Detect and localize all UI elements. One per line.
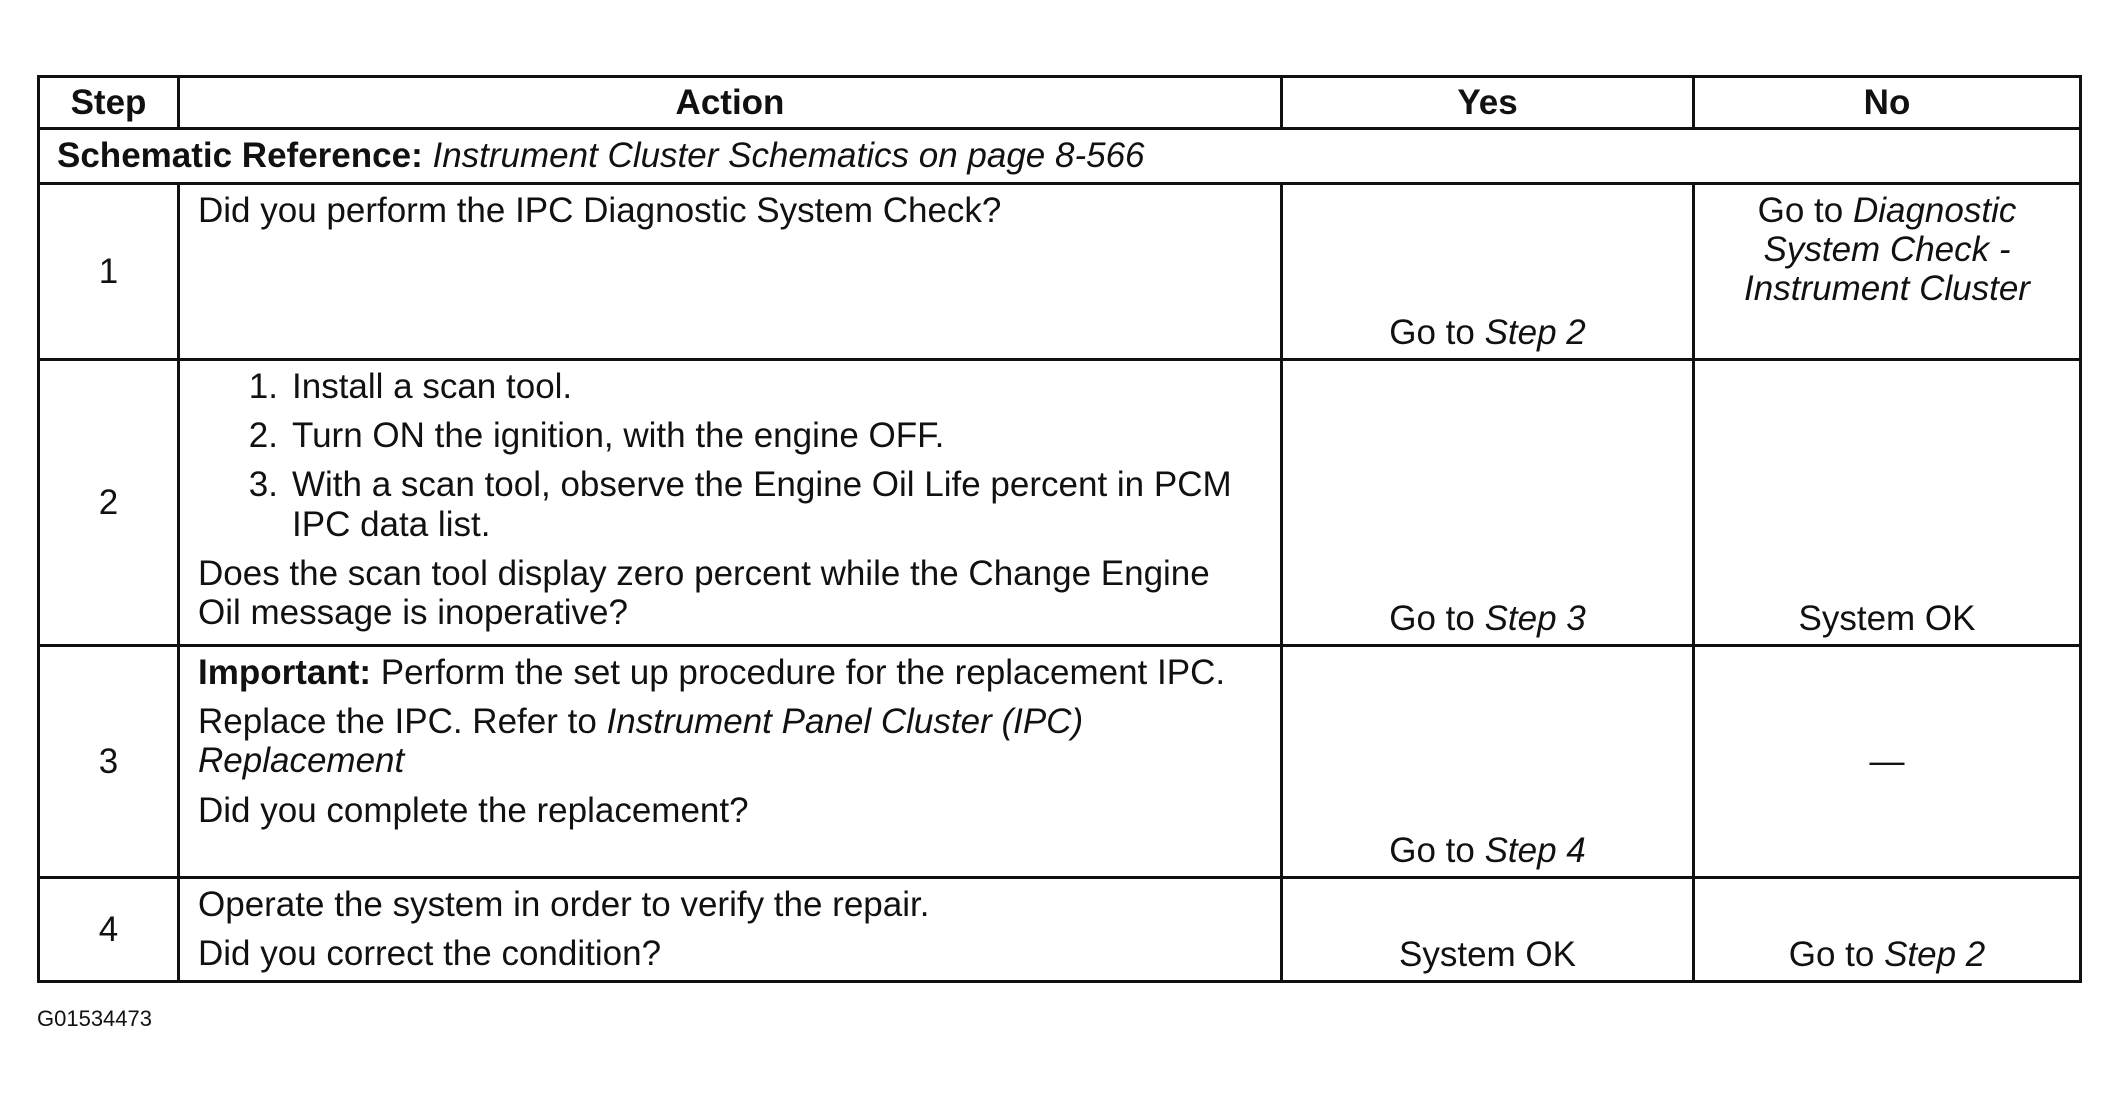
yes-prefix: Go to — [1389, 312, 1485, 352]
table-row — [39, 360, 2081, 646]
action-cell — [179, 360, 1282, 646]
yes-cell: System OK — [1282, 878, 1694, 982]
schematic-reference-link[interactable]: Instrument Cluster Schematics on page 8-566 — [432, 136, 1145, 176]
important-note — [198, 653, 1262, 692]
table-row — [39, 646, 2081, 878]
yes-cell — [1282, 184, 1694, 360]
no-cell — [1694, 184, 2081, 360]
header-step: Step — [39, 77, 179, 129]
no-step-link[interactable]: Step 2 — [1884, 934, 1986, 974]
yes-prefix: Go to — [1389, 598, 1485, 638]
no-cell: — — [1694, 646, 2081, 878]
action-text: Operate the system in order to verify the repair. — [198, 885, 930, 924]
list-item — [198, 465, 1262, 543]
table-row — [39, 878, 2081, 982]
step-number: 2 — [39, 360, 179, 646]
list-number: 3. — [248, 465, 278, 505]
important-text: Perform the set up procedure for the replacement IPC. — [371, 653, 1226, 692]
action-text: Did you perform the IPC Diagnostic System Check? — [198, 191, 1002, 230]
schematic-reference-label: Schematic Reference: — [57, 136, 423, 176]
no-link[interactable]: Diagnostic System Check - Instrument Cluster — [1744, 191, 2030, 309]
step-number: 1 — [39, 184, 179, 360]
no-prefix: Go to — [1788, 934, 1885, 974]
replace-prefix: Replace the IPC. Refer to — [198, 702, 607, 742]
list-item — [198, 367, 1262, 406]
replacement-procedure-link[interactable]: Instrument Panel Cluster (IPC) Replacement — [198, 702, 1084, 781]
diagnostic-procedure-table — [37, 75, 2082, 983]
header-action: Action — [179, 77, 1282, 129]
no-cell: System OK — [1694, 360, 2081, 646]
table-row — [39, 184, 2081, 360]
yes-cell — [1282, 360, 1694, 646]
schematic-reference — [39, 129, 2081, 184]
step-number: 4 — [39, 878, 179, 982]
schematic-reference-row — [39, 129, 2081, 184]
yes-step-link[interactable]: Step 3 — [1484, 598, 1586, 638]
list-number: 1. — [248, 367, 278, 406]
instruction-list — [198, 367, 1262, 544]
figure-id: G01534473 — [37, 1006, 152, 1031]
important-label: Important: — [198, 653, 372, 692]
no-prefix: Go to — [1757, 191, 1853, 230]
action-cell — [179, 878, 1282, 982]
question-text: Did you correct the condition? — [198, 934, 662, 974]
header-row — [39, 77, 2081, 129]
header-no: No — [1694, 77, 2081, 129]
list-number: 2. — [248, 416, 278, 456]
action-cell — [179, 646, 1282, 878]
question-text: Did you complete the replacement? — [198, 790, 749, 830]
list-item — [198, 416, 1262, 455]
no-cell — [1694, 878, 2081, 982]
yes-step-link[interactable]: Step 4 — [1484, 830, 1586, 870]
yes-prefix: Go to — [1389, 830, 1485, 870]
yes-cell — [1282, 646, 1694, 878]
list-text: Turn ON the ignition, with the engine OFF. — [292, 416, 945, 456]
list-text: Install a scan tool. — [292, 367, 573, 406]
header-yes: Yes — [1282, 77, 1694, 129]
step-number: 3 — [39, 646, 179, 878]
question-text: Does the scan tool display zero percent while the Change Engine Oil message is inoperative? — [198, 553, 1210, 632]
yes-step-link[interactable]: Step 2 — [1484, 312, 1586, 352]
action-cell — [179, 184, 1282, 360]
list-text: With a scan tool, observe the Engine Oil Life percent in PCM IPC data list. — [292, 465, 1232, 544]
replace-instruction — [198, 702, 1262, 780]
